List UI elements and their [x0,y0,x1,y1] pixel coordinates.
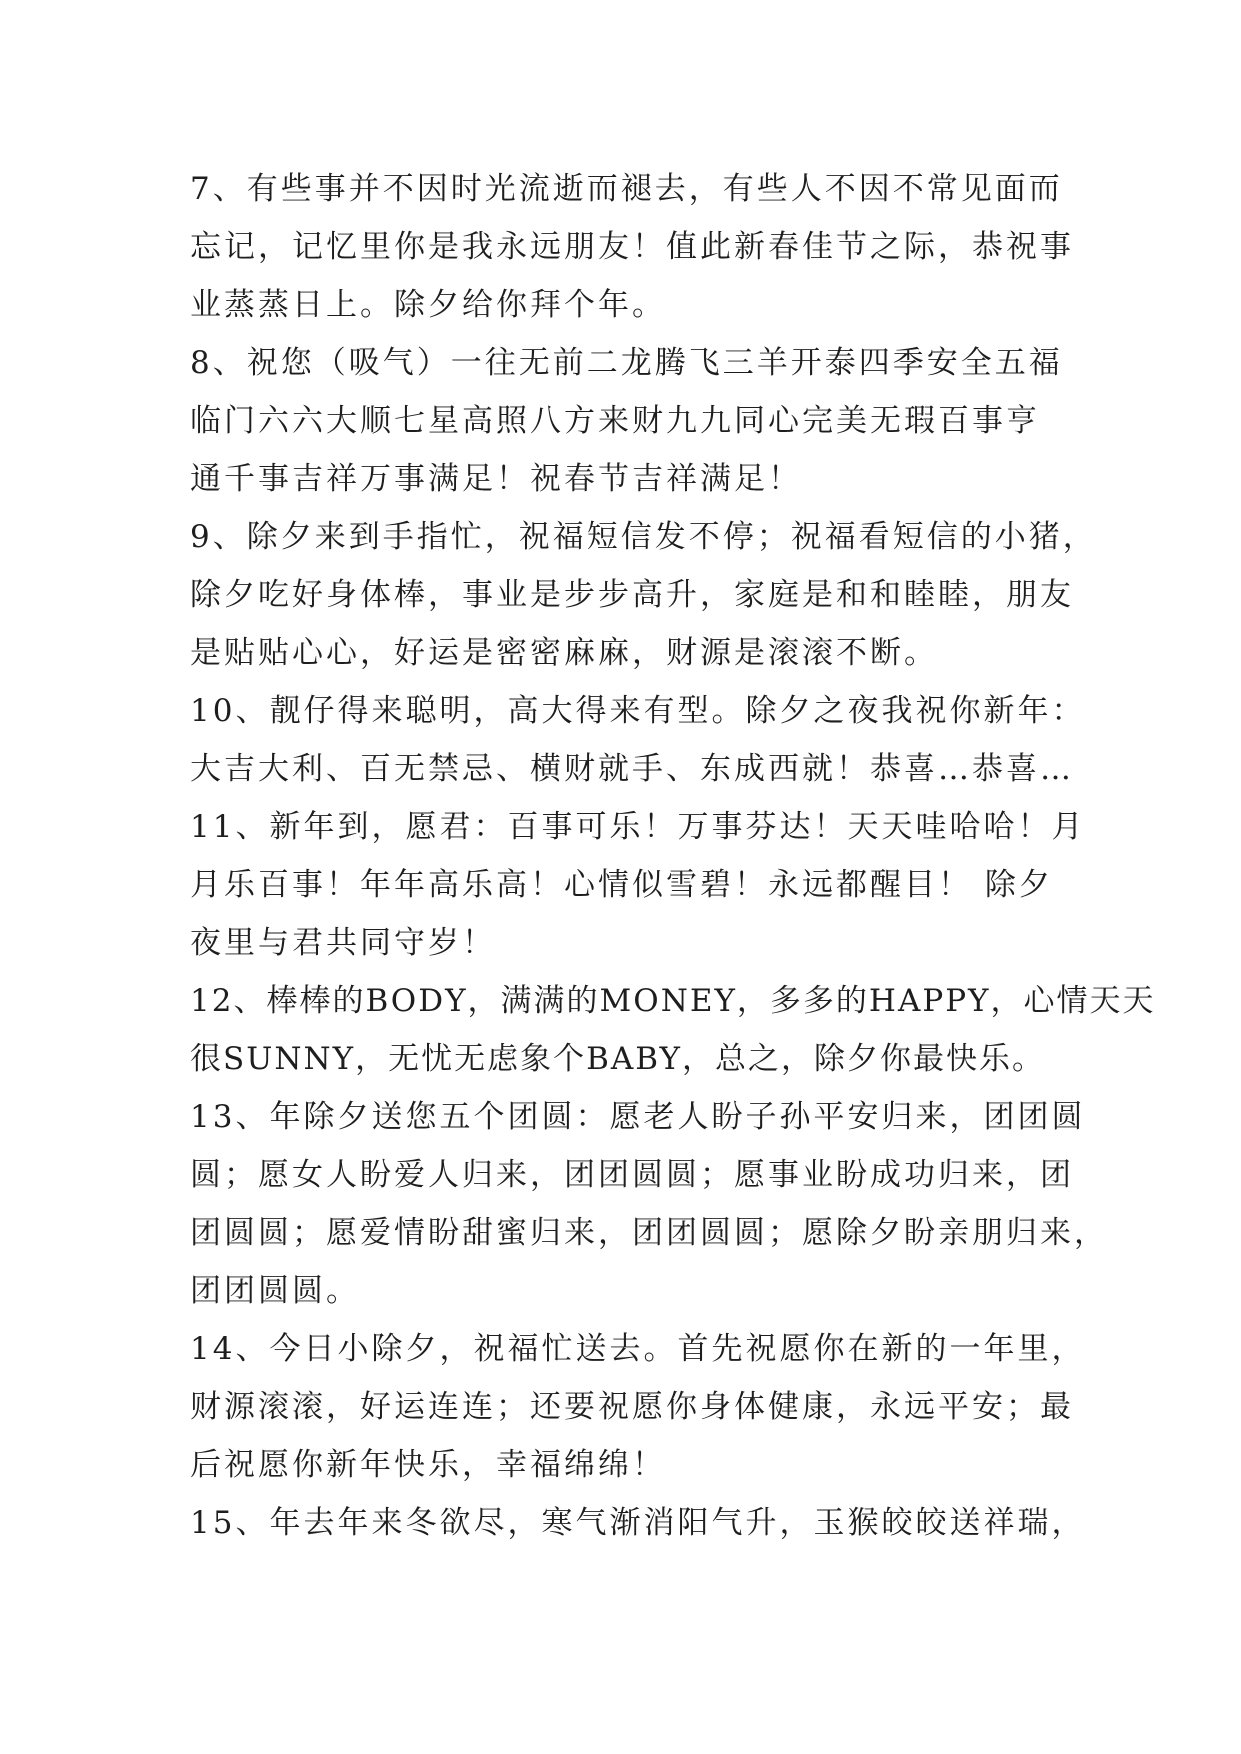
text-line: 9、除夕来到手指忙，祝福短信发不停；祝福看短信的小猪， [190,519,1097,555]
text-line: 业蒸蒸日上。除夕给你拜个年。 [190,287,666,323]
text-line: 后祝愿你新年快乐，幸福绵绵！ [190,1447,666,1483]
text-line: 8、祝您（吸气）一往无前二龙腾飞三羊开泰四季安全五福 [190,345,1063,381]
text-line: 15、年去年来冬欲尽，寒气渐消阳气升，玉猴皎皎送祥瑞， [190,1505,1086,1541]
text-line: 团圆圆；愿爱情盼甜蜜归来，团团圆圆；愿除夕盼亲朋归来， [190,1215,1108,1251]
text-line: 忘记，记忆里你是我永远朋友！值此新春佳节之际，恭祝事 [190,229,1074,265]
text-line: 圆；愿女人盼爱人归来，团团圆圆；愿事业盼成功归来，团 [190,1157,1074,1193]
text-line: 14、今日小除夕，祝福忙送去。首先祝愿你在新的一年里， [190,1331,1086,1367]
text-line: 夜里与君共同守岁！ [190,925,496,961]
text-line: 是贴贴心心，好运是密密麻麻，财源是滚滚不断。 [190,635,938,671]
text-line: 13、年除夕送您五个团圆：愿老人盼子孙平安归来，团团圆 [190,1099,1086,1135]
text-line: 10、靓仔得来聪明，高大得来有型。除夕之夜我祝你新年： [190,693,1086,729]
text-line: 通千事吉祥万事满足！祝春节吉祥满足！ [190,461,802,497]
text-line: 临门六六大顺七星高照八方来财九九同心完美无瑕百事亨 [190,403,1040,439]
text-line: 月乐百事！年年高乐高！心情似雪碧！永远都醒目！ 除夕 [190,867,1053,903]
text-line: 很SUNNY，无忧无虑象个BABY，总之，除夕你最快乐。 [190,1041,1045,1077]
text-line: 财源滚滚，好运连连；还要祝愿你身体健康，永远平安；最 [190,1389,1074,1425]
text-line: 团团圆圆。 [190,1273,360,1309]
text-line: 7、有些事并不因时光流逝而褪去，有些人不因不常见面而 [190,171,1063,207]
text-line: 12、棒棒的BODY，满满的MONEY，多多的HAPPY，心情天天 [190,983,1156,1019]
text-line: 11、新年到，愿君：百事可乐！万事芬达！天天哇哈哈！月 [190,809,1086,845]
text-line: 大吉大利、百无禁忌、横财就手、东成西就！恭喜…恭喜… [190,751,1074,787]
text-line: 除夕吃好身体棒，事业是步步高升，家庭是和和睦睦，朋友 [190,577,1074,613]
document-body [190,160,1156,1552]
